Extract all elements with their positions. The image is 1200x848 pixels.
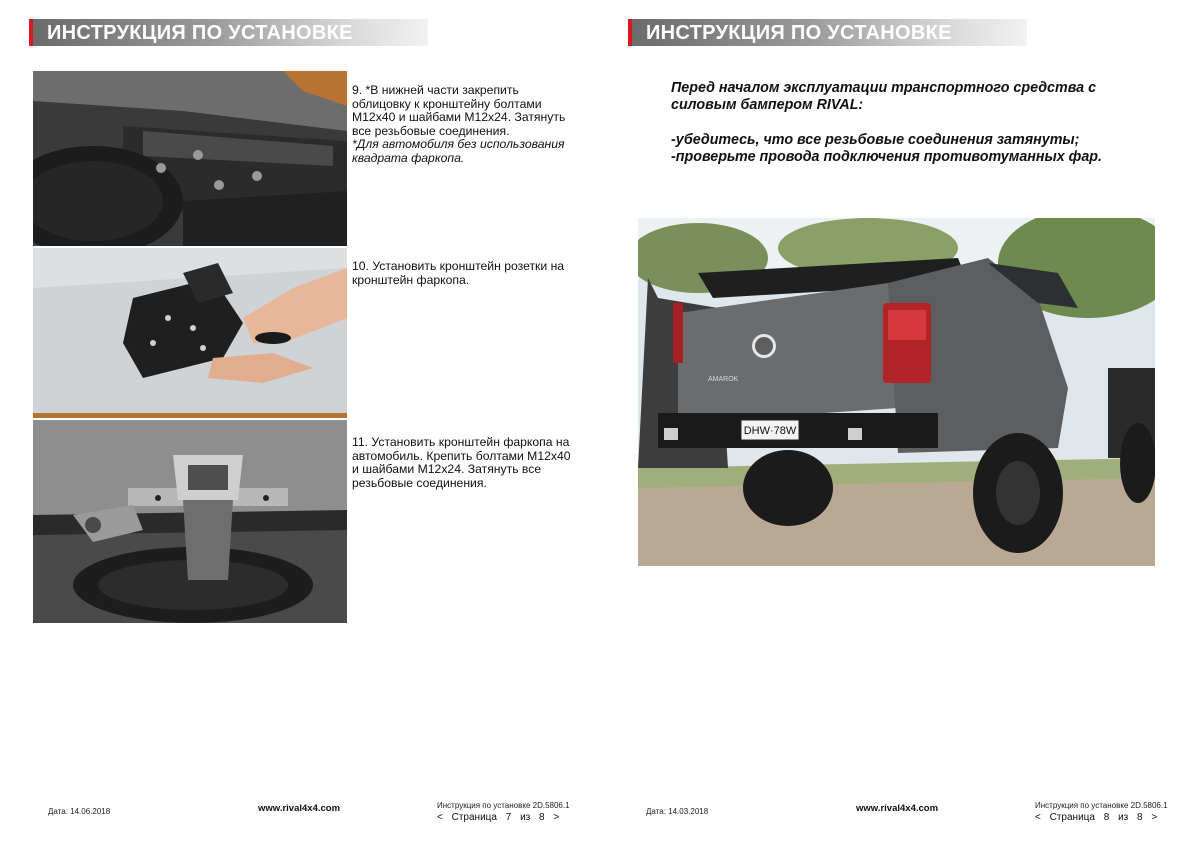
step-11-text xyxy=(352,436,577,490)
notice-check-wiring: -проверьте провода подключения противотуманных фар. xyxy=(671,149,1102,166)
next-page-arrow: > xyxy=(1151,812,1158,823)
page-total: 8 xyxy=(1137,812,1143,823)
footer-website: www.rival4x4.com xyxy=(856,803,939,814)
page-total: 8 xyxy=(539,812,545,823)
section-header-title: ИНСТРУКЦИЯ ПО УСТАНОВКЕ xyxy=(47,22,353,44)
section-header xyxy=(628,19,1027,46)
left-page xyxy=(0,0,598,848)
page-footer xyxy=(0,800,598,830)
page-label: Страница xyxy=(451,812,497,823)
page-of-label: из xyxy=(1118,812,1129,823)
step-11-photo xyxy=(33,420,347,623)
step-9-instruction: 9. *В нижней части закрепить облицовку к кронштейну болтами М12х40 и шайбами М12х24. Затянуть все резьбовые соединения. xyxy=(352,83,566,138)
section-header-title: ИНСТРУКЦИЯ ПО УСТАНОВКЕ xyxy=(646,22,952,44)
footer-date: Дата: 14.06.2018 xyxy=(48,807,111,816)
next-page-arrow: > xyxy=(553,812,560,823)
section-header xyxy=(29,19,428,46)
page-number: 7 xyxy=(505,812,512,823)
notice-check-bolts: -убедитесь, что все резьбовые соединения затянуты; xyxy=(671,131,1080,148)
pre-operation-notice xyxy=(671,80,1141,167)
footer-website: www.rival4x4.com xyxy=(258,803,341,814)
step-11-instruction: 11. Установить кронштейн фаркопа на автомобиль. Крепить болтами М12х40 и шайбами М12х24. Затянуть все резьбовые соединения. xyxy=(352,435,571,490)
footer-date: Дата: 14.03.2018 xyxy=(646,807,709,816)
model-badge-text: AMAROK xyxy=(708,376,739,383)
license-plate-text: DHW·78W xyxy=(743,425,797,437)
truck-photo xyxy=(638,218,1155,566)
page-number: 8 xyxy=(1103,812,1110,823)
step-9-photo xyxy=(33,71,347,246)
page-label: Страница xyxy=(1049,812,1095,823)
prev-page-arrow: < xyxy=(1035,812,1041,823)
notice-intro: Перед началом эксплуатации транспортного средства с силовым бампером RIVAL: xyxy=(671,80,1097,114)
step-9-note: *Для автомобиля без использования квадрата фаркопа. xyxy=(352,137,565,165)
right-page xyxy=(598,0,1196,848)
page-of-label: из xyxy=(520,812,531,823)
step-9-text xyxy=(352,84,577,165)
page-navigator xyxy=(1035,812,1163,823)
step-10-photo xyxy=(33,248,347,418)
prev-page-arrow: < xyxy=(437,812,443,823)
footer-document-title: Инструкция по установке 2D.5806.1 xyxy=(437,801,570,810)
page-navigator xyxy=(437,812,565,823)
footer-document-title: Инструкция по установке 2D.5806.1 xyxy=(1035,801,1168,810)
step-10-text xyxy=(352,260,577,287)
page-footer xyxy=(598,800,1196,830)
step-10-instruction: 10. Установить кронштейн розетки на кронштейн фаркопа. xyxy=(352,259,565,287)
